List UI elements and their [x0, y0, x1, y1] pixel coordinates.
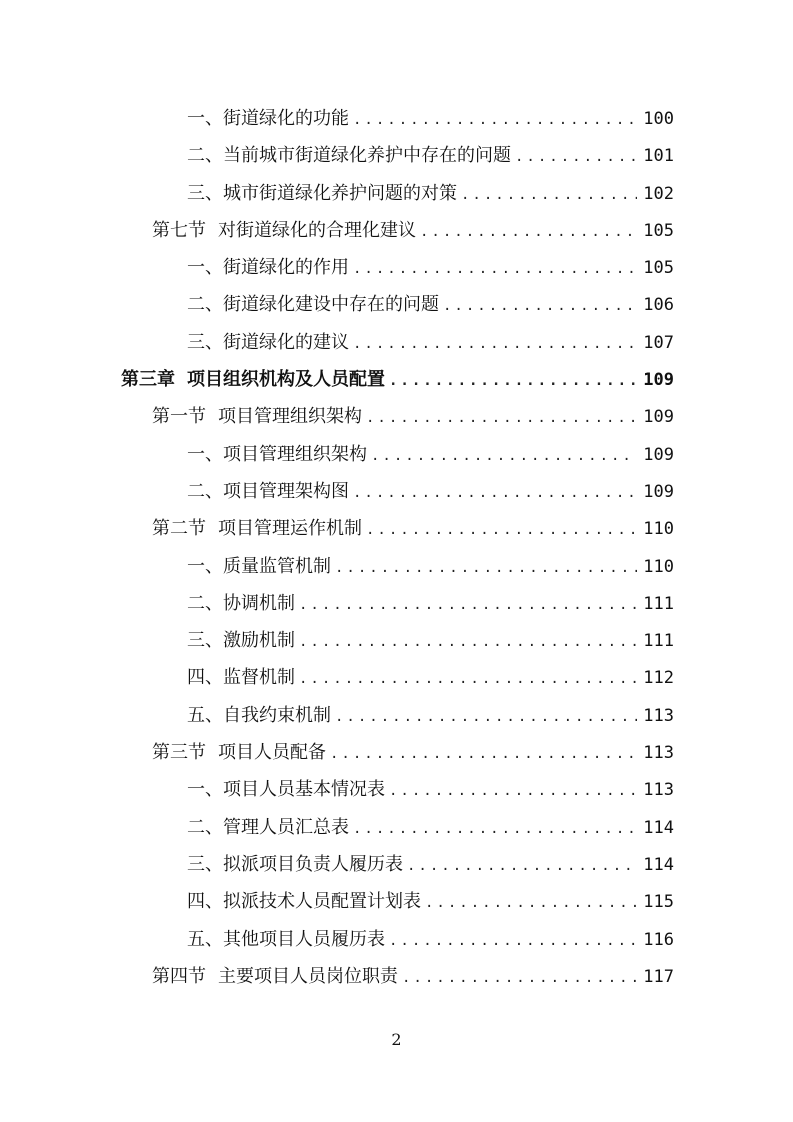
toc-entry-title [152, 734, 326, 771]
toc-dot-leader [299, 661, 637, 698]
toc-entry-line [187, 659, 674, 696]
toc-page-number: 116 [643, 929, 674, 950]
toc-entry-text: 街道绿化的建议 [223, 331, 349, 353]
toc-entry-number: 一、 [187, 779, 223, 801]
toc-entry-title [152, 510, 362, 547]
toc-entry-title [187, 921, 385, 958]
toc-subsection-entry[interactable] [0, 249, 793, 286]
toc-entry-line [187, 249, 674, 286]
toc-page-number: 109 [643, 407, 674, 428]
toc-entry-text: 自我约束机制 [223, 704, 331, 726]
toc-dot-leader [443, 288, 637, 325]
toc-entry-number: 三、 [187, 331, 223, 353]
toc-dot-leader [353, 326, 637, 363]
toc-entry-text: 拟派技术人员配置计划表 [223, 891, 421, 913]
toc-entry-title [187, 809, 349, 846]
toc-entry-title [187, 697, 331, 734]
toc-page-number: 113 [643, 705, 674, 726]
toc-entry-line [187, 921, 674, 958]
toc-entry-text: 街道绿化的功能 [223, 108, 349, 129]
toc-entry-title [187, 473, 349, 510]
toc-entry-text: 主要项目人员岗位职责 [218, 965, 398, 987]
toc-chapter-entry[interactable] [0, 361, 793, 398]
toc-entry-number: 一、 [187, 257, 223, 279]
toc-page-number: 115 [643, 892, 674, 913]
toc-entry-number: 五、 [187, 704, 223, 726]
toc-entry-text: 其他项目人员履历表 [223, 928, 385, 950]
toc-subsection-entry[interactable] [0, 809, 793, 846]
toc-entry-line [187, 100, 674, 137]
toc-subsection-entry[interactable] [0, 100, 793, 137]
toc-dot-leader [402, 960, 637, 997]
toc-section-entry[interactable] [0, 398, 793, 435]
toc-page-number: 110 [643, 556, 674, 577]
toc-entry-number: 三、 [187, 182, 223, 204]
toc-entry-text: 项目管理组织架构 [223, 443, 367, 465]
toc-entry-text: 项目管理组织架构 [218, 406, 362, 428]
toc-page-number: 105 [643, 258, 674, 279]
toc-dot-leader [299, 624, 637, 661]
toc-entry-number: 一、 [187, 108, 223, 129]
toc-section-entry[interactable] [0, 958, 793, 995]
toc-entry-text: 项目人员基本情况表 [223, 779, 385, 801]
toc-entry-text: 街道绿化的作用 [223, 257, 349, 279]
toc-entry-number: 二、 [187, 592, 223, 614]
toc-entry-line [187, 548, 674, 585]
toc-page-number: 109 [643, 444, 674, 465]
toc-page-number: 100 [643, 109, 674, 129]
toc-entry-title [187, 100, 349, 137]
toc-entry-line [187, 809, 674, 846]
toc-entry-title [187, 249, 349, 286]
toc-dot-leader [371, 438, 637, 475]
toc-entry-text: 项目管理架构图 [223, 480, 349, 502]
toc-page-number: 113 [643, 780, 674, 801]
toc-dot-leader [299, 587, 637, 624]
toc-dot-leader [389, 923, 637, 960]
toc-page-number: 113 [643, 743, 674, 764]
toc-subsection-entry[interactable] [0, 548, 793, 585]
toc-entry-line [187, 771, 674, 808]
toc-entry-number: 三、 [187, 630, 223, 652]
toc-subsection-entry[interactable] [0, 286, 793, 323]
toc-page-number: 109 [643, 370, 674, 391]
toc-dot-leader [335, 550, 637, 587]
toc-page-number: 109 [643, 481, 674, 502]
toc-page-number: 110 [643, 519, 674, 540]
toc-entry-text: 协调机制 [223, 592, 295, 614]
toc-entry-line [187, 473, 674, 510]
toc-entry-title [187, 622, 295, 659]
toc-dot-leader [353, 102, 637, 139]
toc-entry-number: 第七节 [152, 219, 206, 241]
toc-subsection-entry[interactable] [0, 883, 793, 920]
toc-entry-number: 三、 [187, 853, 223, 875]
toc-entry-line [187, 697, 674, 734]
toc-entry-line [187, 175, 674, 212]
toc-dot-leader [366, 400, 637, 437]
toc-dot-leader [389, 773, 637, 810]
toc-entry-title [187, 771, 385, 808]
toc-entry-text: 监督机制 [223, 667, 295, 689]
toc-entry-title [187, 436, 367, 473]
toc-entry-number: 第三节 [152, 742, 206, 764]
toc-dot-leader [407, 848, 637, 885]
toc-entry-number: 二、 [187, 294, 223, 316]
toc-entry-number: 第四节 [152, 965, 206, 987]
toc-subsection-entry[interactable] [0, 473, 793, 510]
toc-entry-title [152, 958, 398, 995]
toc-entry-title [121, 361, 385, 398]
toc-dot-leader [353, 811, 637, 848]
toc-entry-text: 管理人员汇总表 [223, 816, 349, 838]
toc-entry-number: 二、 [187, 480, 223, 502]
toc-dot-leader [353, 475, 637, 512]
toc-entry-title [152, 212, 416, 249]
toc-page-number: 111 [643, 593, 674, 614]
toc-entry-line [152, 734, 674, 771]
toc-entry-text: 项目管理运作机制 [218, 518, 362, 540]
toc-dot-leader [353, 251, 637, 288]
toc-subsection-entry[interactable] [0, 137, 793, 174]
toc-entry-number: 五、 [187, 928, 223, 950]
toc-dot-leader [515, 139, 637, 176]
toc-subsection-entry[interactable] [0, 585, 793, 622]
toc-entry-number: 第三章 [121, 369, 175, 391]
toc-entry-text: 项目组织机构及人员配置 [187, 369, 385, 391]
toc-entry-title [152, 398, 362, 435]
toc-entry-number: 一、 [187, 555, 223, 577]
toc-page-number: 102 [643, 183, 674, 204]
toc-entry-number: 一、 [187, 443, 223, 465]
toc-dot-leader [425, 885, 637, 922]
toc-entry-line [187, 622, 674, 659]
toc-subsection-entry[interactable] [0, 659, 793, 696]
toc-section-entry[interactable] [0, 734, 793, 771]
toc-page-number: 112 [643, 668, 674, 689]
toc-entry-title [187, 846, 403, 883]
toc-entry-text: 激励机制 [223, 630, 295, 652]
toc-page-number: 114 [643, 854, 674, 875]
toc-entry-title [187, 175, 457, 212]
toc-subsection-entry[interactable] [0, 921, 793, 958]
toc-entry-line [187, 585, 674, 622]
toc-entry-number: 四、 [187, 667, 223, 689]
toc-page-number: 114 [643, 817, 674, 838]
toc-entry-title [187, 324, 349, 361]
toc-entry-line [152, 212, 674, 249]
toc-page-number: 101 [643, 146, 674, 167]
toc-entry-line [152, 510, 674, 547]
toc-entry-text: 质量监管机制 [223, 555, 331, 577]
toc-entry-text: 街道绿化建设中存在的问题 [223, 294, 439, 316]
toc-dot-leader [461, 177, 637, 214]
toc-entry-title [187, 659, 295, 696]
toc-page-number: 111 [643, 631, 674, 652]
toc-entry-title [187, 585, 295, 622]
toc-entry-text: 城市街道绿化养护问题的对策 [223, 182, 457, 204]
toc-entry-text: 拟派项目负责人履历表 [223, 853, 403, 875]
toc-entry-title [187, 286, 439, 323]
toc-entry-number: 第二节 [152, 518, 206, 540]
toc-entry-line [121, 361, 674, 398]
toc-dot-leader [330, 736, 637, 773]
toc-entry-title [187, 548, 331, 585]
toc-dot-leader [389, 363, 637, 400]
toc-entry-line [152, 398, 674, 435]
toc-dot-leader [366, 512, 637, 549]
toc-entry-line [187, 137, 674, 174]
toc-entry-number: 二、 [187, 816, 223, 838]
toc-entry-line [187, 436, 674, 473]
toc-subsection-entry[interactable] [0, 846, 793, 883]
toc-subsection-entry[interactable] [0, 771, 793, 808]
toc-subsection-entry[interactable] [0, 436, 793, 473]
toc-entry-number: 四、 [187, 891, 223, 913]
toc-entry-title [187, 137, 511, 174]
toc-entry-line [187, 286, 674, 323]
toc-entry-line [187, 846, 674, 883]
toc-entry-line [187, 883, 674, 920]
toc-subsection-entry[interactable] [0, 622, 793, 659]
toc-subsection-entry[interactable] [0, 324, 793, 361]
page-number: 2 [391, 1030, 402, 1049]
toc-page-number: 106 [643, 295, 674, 316]
toc-subsection-entry[interactable] [0, 175, 793, 212]
toc-entry-text: 对街道绿化的合理化建议 [218, 219, 416, 241]
toc-entry-line [152, 958, 674, 995]
toc-subsection-entry[interactable] [0, 697, 793, 734]
table-of-contents [0, 100, 793, 995]
toc-entry-text: 项目人员配备 [218, 742, 326, 764]
toc-page-number: 117 [643, 966, 674, 987]
toc-dot-leader [420, 214, 637, 251]
toc-entry-number: 第一节 [152, 406, 206, 428]
toc-section-entry[interactable] [0, 212, 793, 249]
toc-page-number: 107 [643, 332, 674, 353]
toc-entry-line [187, 324, 674, 361]
toc-entry-text: 当前城市街道绿化养护中存在的问题 [223, 145, 511, 167]
toc-page-number: 105 [643, 220, 674, 241]
toc-entry-title [187, 883, 421, 920]
toc-dot-leader [335, 699, 637, 736]
toc-section-entry[interactable] [0, 510, 793, 547]
toc-entry-number: 二、 [187, 145, 223, 167]
